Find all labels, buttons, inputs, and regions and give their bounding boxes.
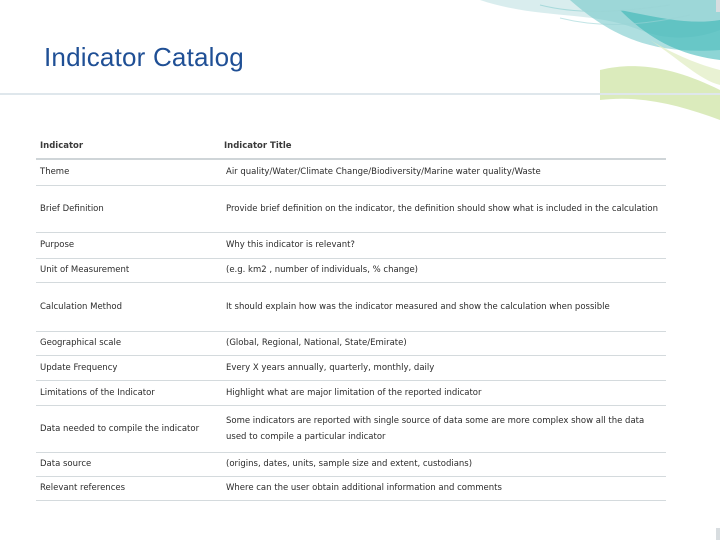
row-value: Air quality/Water/Climate Change/Biodiversity/Marine water quality/Waste — [220, 159, 666, 185]
table-row — [36, 185, 666, 232]
right-edge-mark-top — [716, 0, 720, 12]
row-value: (e.g. km2 , number of individuals, % change) — [220, 258, 666, 282]
row-value: Why this indicator is relevant? — [220, 232, 666, 258]
table-row — [36, 452, 666, 476]
table-row — [36, 282, 666, 331]
row-value: Where can the user obtain additional information and comments — [220, 476, 666, 500]
row-value: Some indicators are reported with single source of data some are more complex show all the data used to compile a particular indicator — [220, 405, 666, 452]
row-label: Geographical scale — [36, 331, 220, 355]
row-label: Calculation Method — [36, 282, 220, 331]
row-label: Unit of Measurement — [36, 258, 220, 282]
table-row — [36, 405, 666, 452]
row-value: (Global, Regional, National, State/Emirate) — [220, 331, 666, 355]
page-title: Indicator Catalog — [44, 42, 244, 72]
row-label: Relevant references — [36, 476, 220, 500]
row-value: (origins, dates, units, sample size and extent, custodians) — [220, 452, 666, 476]
row-label: Data source — [36, 452, 220, 476]
row-label: Theme — [36, 159, 220, 185]
row-value: Every X years annually, quarterly, monthly, daily — [220, 355, 666, 380]
row-label: Update Frequency — [36, 355, 220, 380]
table-row — [36, 355, 666, 380]
column-header-indicator: Indicator — [36, 133, 220, 159]
header-divider — [0, 93, 720, 95]
table-row — [36, 232, 666, 258]
indicator-catalog-table — [36, 133, 666, 501]
row-label: Brief Definition — [36, 185, 220, 232]
table-row — [36, 331, 666, 355]
row-label: Data needed to compile the indicator — [36, 405, 220, 452]
column-header-indicator-title: Indicator Title — [220, 133, 666, 159]
decorative-wave-graphic — [420, 0, 720, 120]
row-label: Purpose — [36, 232, 220, 258]
row-value: It should explain how was the indicator measured and show the calculation when possible — [220, 282, 666, 331]
row-value: Highlight what are major limitation of the reported indicator — [220, 380, 666, 405]
right-edge-mark-bottom — [716, 528, 720, 540]
row-value: Provide brief definition on the indicator, the definition should show what is included in the calculation — [220, 185, 666, 232]
table-header-row — [36, 133, 666, 159]
table-row — [36, 258, 666, 282]
table-row — [36, 476, 666, 500]
table-row — [36, 380, 666, 405]
table-row — [36, 159, 666, 185]
row-label: Limitations of the Indicator — [36, 380, 220, 405]
